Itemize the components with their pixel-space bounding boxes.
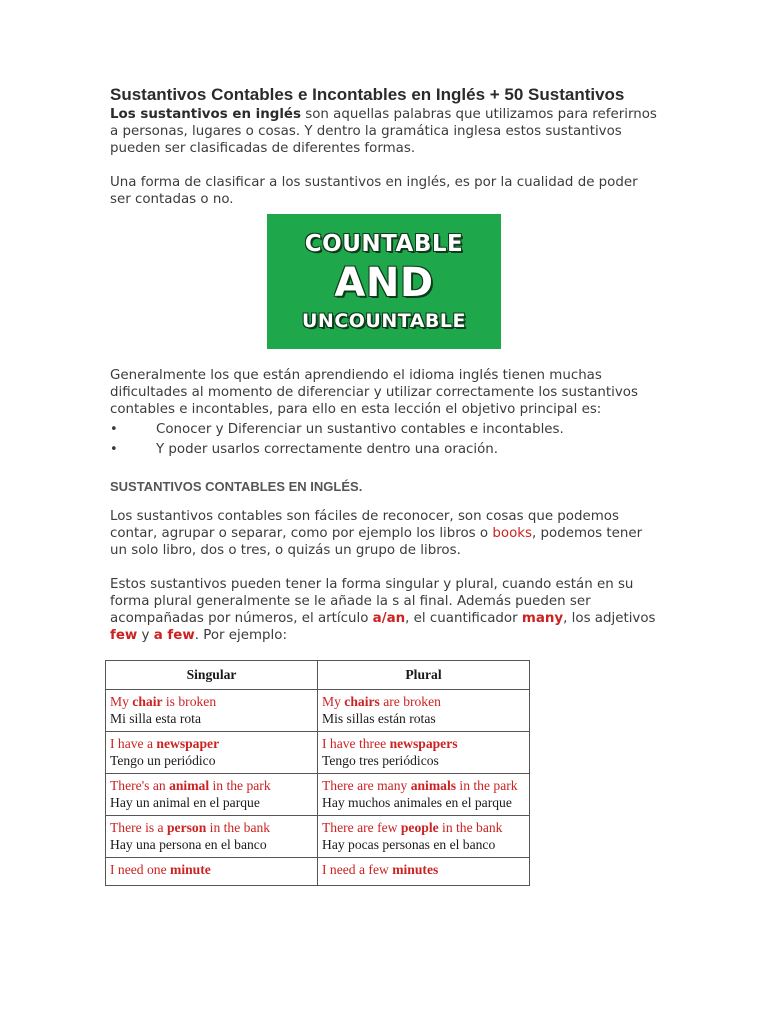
singular-cell [106, 858, 318, 886]
singular-cell [106, 774, 318, 816]
sentence-noun: people [400, 820, 439, 835]
sentence-pre: My [110, 694, 133, 709]
sentence-noun: newspapers [389, 736, 458, 751]
keyword-few: few [110, 628, 138, 643]
sentence-noun: chairs [344, 694, 380, 709]
banner-line-2: AND [334, 259, 434, 306]
keyword-a-few: a few [153, 628, 195, 643]
table-row [106, 774, 530, 816]
sentence-noun: newspaper [156, 736, 220, 751]
sentence-noun: animal [169, 778, 210, 793]
english-sentence [110, 861, 313, 878]
sentence-post: in the park [209, 778, 271, 793]
spanish-translation: Mis sillas están rotas [322, 711, 436, 726]
plural-cell [318, 858, 530, 886]
objective-paragraph: Generalmente los que están aprendiendo el idioma inglés tienen muchas dificultades al momento de diferenciar y utilizar correctamente los sustantivos contables e incontables, para ello en esta lección el objetivo principal es: [110, 368, 638, 417]
examples-table [105, 660, 530, 886]
table-header-row [106, 661, 530, 690]
forms-text-1: Estos sustantivos pueden tener la forma singular y plural, cuando están en su forma plural generalmente se le añade la s al final. Además pueden ser acompañadas por números, el artículo [110, 577, 634, 626]
spanish-translation: Mi silla esta rota [110, 711, 201, 726]
bullet-text: Conocer y Diferenciar un sustantivo contables e incontables. [156, 422, 564, 437]
keyword-a-an: a/an [372, 611, 406, 626]
forms-text-5: . Por ejemplo: [194, 628, 287, 643]
table-row [106, 816, 530, 858]
sentence-noun: person [167, 820, 207, 835]
keyword-many: many [521, 611, 564, 626]
sentence-pre: I have three [322, 736, 390, 751]
sentence-post: in the bank [438, 820, 503, 835]
forms-paragraph [110, 576, 658, 644]
countable-paragraph [110, 508, 658, 559]
section-heading: SUSTANTIVOS CONTABLES EN INGLÉS. [110, 479, 363, 494]
sentence-pre: I need one [110, 862, 171, 877]
english-sentence [110, 777, 313, 794]
countable-uncountable-banner [267, 214, 501, 349]
sentence-pre: I have a [110, 736, 157, 751]
english-sentence [110, 735, 313, 752]
banner-line-1: COUNTABLE [304, 230, 464, 257]
column-header-singular: Singular [106, 661, 318, 690]
countable-text-post: , podemos tener un solo libro, dos o tres, o quizás un grupo de libros. [110, 526, 643, 558]
forms-text-3: , los adjetivos [563, 611, 656, 626]
bullet-icon: • [110, 422, 118, 437]
spanish-translation: Tengo tres periódicos [322, 753, 439, 768]
sentence-pre: My [322, 694, 345, 709]
spanish-translation: Hay pocas personas en el banco [322, 837, 496, 852]
countable-text-pre: Los sustantivos contables son fáciles de reconocer, son cosas que podemos contar, agrupar o separar, como por ejemplo los libros o [110, 509, 619, 541]
sentence-pre: There are few [322, 820, 401, 835]
english-sentence [322, 777, 525, 794]
classification-paragraph: Una forma de clasificar a los sustantivos en inglés, es por la cualidad de poder ser contadas o no. [110, 175, 638, 207]
table-row [106, 732, 530, 774]
sentence-noun: minutes [392, 862, 439, 877]
sentence-post: is broken [162, 694, 217, 709]
bullet-text: Y poder usarlos correctamente dentro una oración. [156, 442, 499, 457]
sentence-pre: I need a few [322, 862, 393, 877]
intro-bold-lead: Los sustantivos en inglés [110, 107, 301, 122]
objective-list [110, 420, 658, 460]
english-sentence [110, 693, 313, 710]
forms-text-2: , el cuantificador [405, 611, 522, 626]
sentence-pre: There is a [110, 820, 167, 835]
plural-cell [318, 774, 530, 816]
spanish-translation: Hay una persona en el banco [110, 837, 267, 852]
english-sentence [110, 819, 313, 836]
sentence-post: in the bank [206, 820, 271, 835]
page-title: Sustantivos Contables e Incontables en Inglés + 50 Sustantivos [110, 85, 625, 104]
intro-text: son aquellas palabras que utilizamos para referirnos a personas, lugares o cosas. Y dentro la gramática inglesa estos sustantivos pueden ser clasificadas de diferentes formas. [110, 107, 657, 156]
sentence-post: are broken [379, 694, 441, 709]
intro-paragraph [110, 106, 658, 157]
singular-cell [106, 816, 318, 858]
table-row [106, 858, 530, 886]
singular-cell [106, 690, 318, 732]
plural-cell [318, 816, 530, 858]
list-item [110, 420, 658, 440]
singular-cell [106, 732, 318, 774]
spanish-translation: Hay un animal en el parque [110, 795, 260, 810]
spanish-translation: Tengo un periódico [110, 753, 216, 768]
sentence-pre: There are many [322, 778, 411, 793]
table-row [106, 690, 530, 732]
sentence-pre: There's an [110, 778, 170, 793]
sentence-noun: animals [410, 778, 457, 793]
english-sentence [322, 693, 525, 710]
english-sentence [322, 861, 525, 878]
column-header-plural: Plural [318, 661, 530, 690]
spanish-translation: Hay muchos animales en el parque [322, 795, 512, 810]
sentence-noun: chair [132, 694, 163, 709]
sentence-noun: minute [170, 862, 211, 877]
plural-cell [318, 732, 530, 774]
sentence-post: in the park [456, 778, 518, 793]
forms-text-4: y [137, 628, 154, 643]
books-link[interactable]: books [492, 526, 532, 541]
english-sentence [322, 735, 525, 752]
banner-line-3: UNCOUNTABLE [301, 309, 466, 332]
list-item [110, 440, 658, 460]
plural-cell [318, 690, 530, 732]
english-sentence [322, 819, 525, 836]
bullet-icon: • [110, 442, 118, 457]
